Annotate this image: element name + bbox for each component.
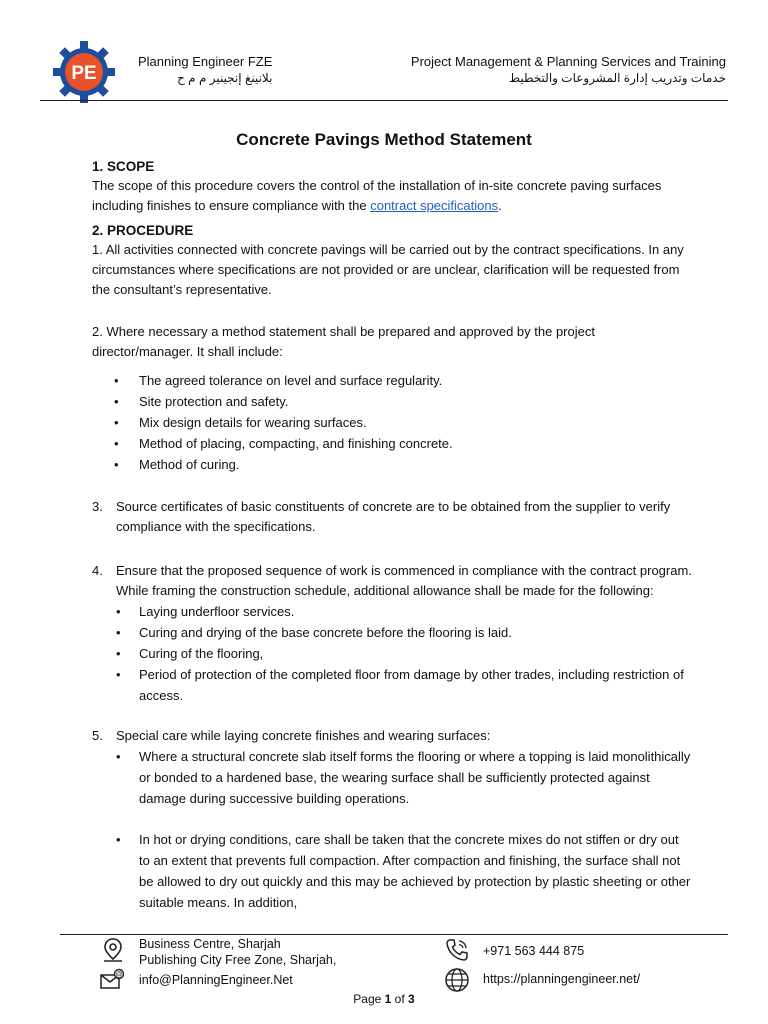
header-divider [40,100,728,101]
method-statement-list [92,370,692,475]
document-title: Concrete Pavings Method Statement [236,130,532,149]
phone-icon [444,937,470,963]
schedule-allowance-list [116,601,692,706]
list-item: • Period of protection of the completed floor from damage by other trades, including restriction of access. [116,664,692,706]
procedure-numbered-list [92,497,692,913]
address-block [139,936,336,988]
item-text: Ensure that the proposed sequence of work is commenced in compliance with the contract program. While framing the construction schedule, additional allowance shall be made for the following: [116,563,692,598]
list-item: • The agreed tolerance on level and surface regularity. [92,370,692,391]
page-number: Page 1 of 3 [353,992,415,1006]
tagline: Project Management & Planning Services and Training [410,54,726,69]
svg-text:@: @ [115,971,123,979]
company-logo [52,40,116,104]
contract-specifications-link[interactable]: contract specifications [370,198,499,213]
phone-number[interactable]: +971 563 444 875 [483,944,585,958]
list-item: • In hot or drying conditions, care shall be taken that the concrete mixes do not stiffen or dry out to an extent that prevents full compaction. After compaction and finishing, the surface shall not be allowed to dry out quickly and this may be achieved by protection by plastic sheeting or other suitable means. In addition, [116,829,692,913]
procedure-paragraph-2: 2. Where necessary a method statement shall be prepared and approved by the project director/manager. It shall include: [92,324,595,359]
item-text: Source certificates of basic constituents of concrete are to be obtained from the supplier to verify compliance with the specifications. [116,499,671,534]
document-body [92,128,692,913]
footer-divider [60,934,728,935]
list-item: • Site protection and safety. [92,391,692,412]
procedure-paragraph-1: 1. All activities connected with concrete pavings will be carried out by the contract specifications. In any circumstances where specifications are not provided or are unclear, clarification will be requested from the consultant’s representative. [92,242,684,297]
company-name-arabic: بلانينغ إنجينير م م ح [177,71,273,85]
company-block [138,54,272,86]
procedure-heading: 2. PROCEDURE [92,223,194,238]
list-item: • Curing and drying of the base concrete before the flooring is laid. [116,622,692,643]
tagline-arabic: خدمات وتدريب إدارة المشروعات والتخطيط [508,71,726,85]
item-number: 5. [92,728,103,743]
list-item: • Method of placing, compacting, and finishing concrete. [92,433,692,454]
globe-icon [444,967,470,993]
email-address[interactable]: info@PlanningEngineer.Net [139,973,293,987]
list-item: • Method of curing. [92,454,692,475]
procedure-item-5 [92,726,692,913]
email-icon [99,967,125,993]
scope-heading: 1. SCOPE [92,159,155,174]
item-number: 4. [92,563,103,578]
tagline-block [411,54,726,86]
website-link[interactable]: https://planningengineer.net/ [483,972,641,986]
address-line-1: Business Centre, Sharjah [139,937,281,951]
list-item: • Where a structural concrete slab itself forms the flooring or where a topping is laid monolithically or bonded to a hardened base, the wearing surface shall be sufficiently protected against damage during successive building operations. [116,746,692,809]
address-line-2: Publishing City Free Zone, Sharjah, [139,953,337,967]
procedure-item-4 [92,561,692,726]
logo-text: PE [71,63,97,84]
special-care-list [116,746,692,913]
list-item: • Curing of the flooring, [116,643,692,664]
scope-paragraph: The scope of this procedure covers the control of the installation of in-site concrete paving surfaces including finishes to ensure compliance with the contract specifications. [92,178,662,213]
item-number: 3. [92,499,103,514]
list-item: • Mix design details for wearing surfaces. [92,412,692,433]
item-text: Special care while laying concrete finishes and wearing surfaces: [116,728,491,743]
list-item: • Laying underfloor services. [116,601,692,622]
location-pin-icon [100,937,126,963]
procedure-item-3 [92,497,692,561]
company-name: Planning Engineer FZE [138,54,273,69]
